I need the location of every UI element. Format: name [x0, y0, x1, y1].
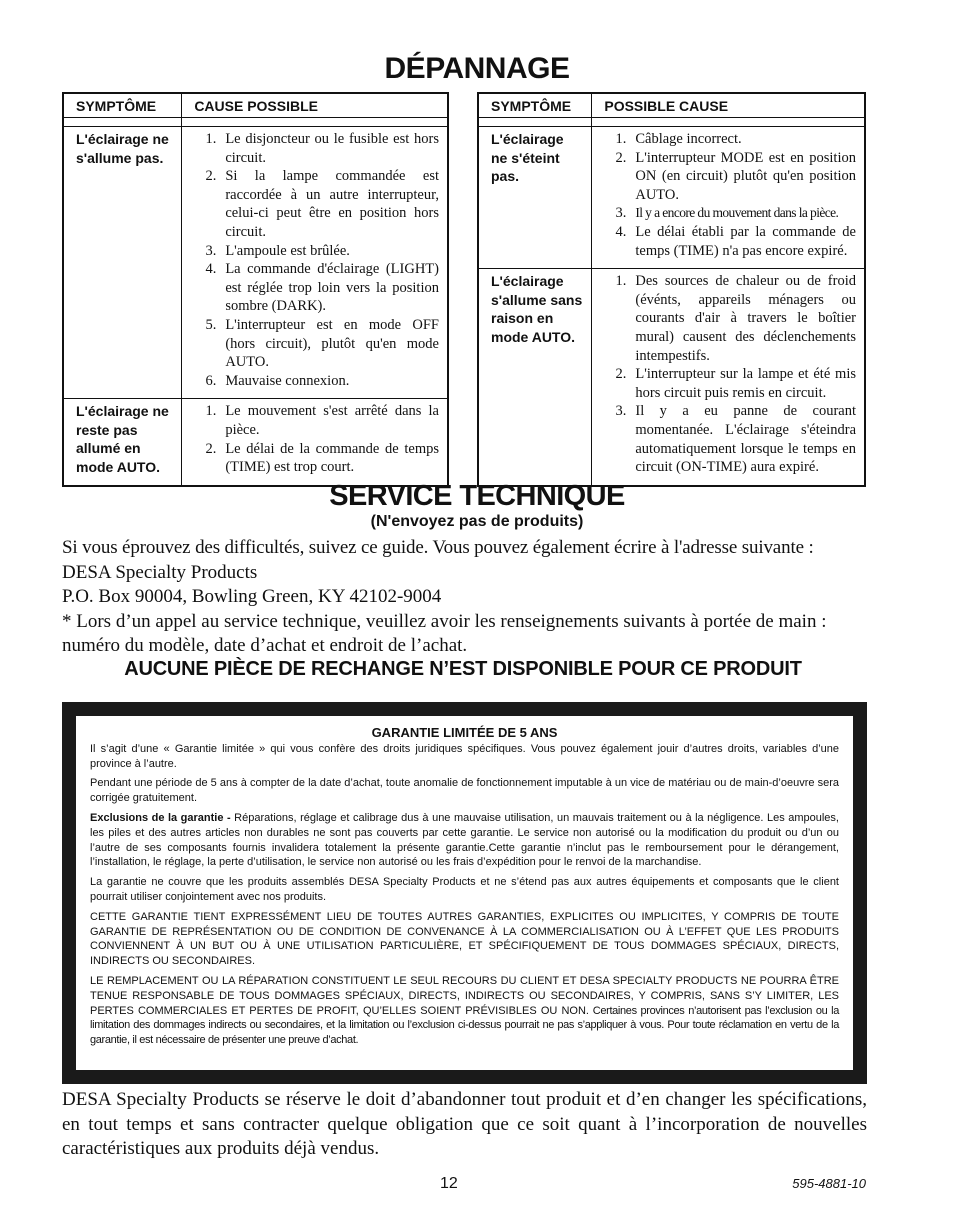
column-header-cause: POSSIBLE CAUSE: [592, 93, 865, 118]
list-item: 2. Si la lampe commandée est raccordée à un autre interrupteur, celui-ci peut être en position hors circuit.: [205, 168, 439, 240]
section-title-service: SERVICE TECHNIQUE: [329, 480, 625, 512]
troubleshooting-table-right: [477, 92, 866, 487]
cause-list: [604, 130, 856, 260]
list-item: 2. L'interrupteur sur la lampe et été mis hors circuit puis remis en circuit.: [615, 366, 856, 401]
list-item: 6. Mauvaise connexion.: [205, 372, 350, 389]
service-address: P.O. Box 90004, Bowling Green, KY 42102-9004: [62, 586, 442, 607]
symptom-cell: L'éclairage ne s'éteint pas.: [478, 127, 592, 269]
column-header-symptom: SYMPTÔME: [63, 93, 182, 118]
warranty-box: [62, 702, 867, 1084]
service-note: * Lors d’un appel au service technique, veuillez avoir les renseignements suivants à portée de main : numéro du modèle, date d’achat et endroit de l’achat.: [62, 610, 827, 656]
list-item: 2. L'interrupteur MODE est en position ON (en circuit) plutôt qu'en position AUTO.: [615, 149, 856, 203]
list-item: 2. Le délai de la commande de temps (TIME) est trop court.: [205, 440, 439, 476]
list-item: 3. Il y a encore du mouvement dans la pièce.: [615, 205, 839, 222]
service-company: DESA Specialty Products: [62, 561, 258, 583]
cause-list: [194, 402, 439, 476]
warranty-exclusions-label: Exclusions de la garantie -: [90, 811, 231, 824]
list-item: 3. L'ampoule est brûlée.: [205, 242, 350, 259]
warranty-title: GARANTIE LIMITÉE DE 5 ANS: [371, 725, 558, 740]
page-number: 12: [440, 1175, 458, 1192]
symptom-cell: L'éclairage ne reste pas allumé en mode AUTO.: [63, 399, 182, 486]
warranty-paragraph: Il s’agit d’une « Garantie limitée » qui vous confère des droits juridiques spécifiques. Vous pouvez également jouir d’autres droits, variables d’une province à l’autre.: [90, 742, 839, 770]
list-item: 1. Le mouvement s'est arrêté dans la pièce.: [205, 403, 439, 438]
list-item: 5. L'interrupteur est en mode OFF (hors circuit), plutôt qu'en mode AUTO.: [205, 316, 439, 371]
table-row: [478, 269, 865, 486]
no-parts-heading: AUCUNE PIÈCE DE RECHANGE N’EST DISPONIBLE POUR CE PRODUIT: [124, 658, 802, 680]
column-header-cause: CAUSE POSSIBLE: [182, 93, 448, 118]
symptom-cell: L'éclairage ne s'allume pas.: [63, 127, 182, 399]
table-row: [63, 127, 448, 399]
warranty-paragraph: La garantie ne couvre que les produits assemblés DESA Specialty Products et ne s’étend pas aux autres équipements et composants que le client pourrait utiliser conjointement avec nos produits.: [90, 876, 839, 903]
warranty-paragraph: Pendant une période de 5 ans à compter de la date d’achat, toute anomalie de fonctionnement imputable à un vice de matériau ou de main-d’oeuvre sera corrigée gratuitement.: [90, 777, 839, 805]
list-item: 1. Le disjoncteur ou le fusible est hors circuit.: [205, 131, 439, 166]
cause-list: [194, 130, 439, 390]
list-item: 3. Il y a eu panne de courant momentanée. L'éclairage s'éteindra automatiquement lorsque le temps en circuit (ON-TIME) aura expiré.: [615, 403, 856, 476]
warranty-paragraph: Exclusions de la garantie - Réparations, réglage et calibrage dus à une mauvaise utilisation, un mauvais traitement ou à la négligence. Les ampoules, les piles et des autres articles non durables ne sont pas couverts par cette garantie. Le service non autorisé ou la modification du produit ou d’un ou l’autre de ses composants fournis invalidera totalement la présente garantie.Cette garantie n’inclut pas le remboursement pour le dérangement, l’installation, le réglage, la perte d’utilisation, le service non autorisé ou les frais d’expédition pour le renvoi de la marchandise.: [90, 811, 839, 869]
troubleshooting-table-left: [62, 92, 449, 487]
closing-paragraph: DESA Specialty Products se réserve le doit d’abandonner tout produit et d’en changer les spécifications, en tout temps et sans contracter quelque obligation que ce soit quant à l’incorporation de nouvelles caractéristiques aux produits déjà vendus.: [62, 1089, 867, 1159]
warranty-paragraph: CETTE GARANTIE TIENT EXPRESSÉMENT LIEU DE TOUTES AUTRES GARANTIES, EXPLICITES OU IMPLICITES, Y COMPRIS DE TOUTE GARANTIE DE REPRÉSENTATION OU DE CONDITION DE CONVENANCE À LA COMMERCIALISATION OU À L’EFFET QUE LES PRODUITS CONVIENNENT À UN BUT OU À UNE UTILISATION PARTICULIÈRE, ET SPÉCIFIQUEMENT DE TOUS DOMMAGES SPÉCIAUX, DIRECTS, INDIRECTS OU SECONDAIRES.: [90, 910, 839, 968]
column-header-symptom: SYMPTÔME: [478, 93, 592, 118]
service-intro: Si vous éprouvez des difficultés, suivez ce guide. Vous pouvez également écrire à l'adresse suivante :: [62, 537, 814, 558]
cause-list: [604, 272, 856, 477]
table-row: [63, 399, 448, 486]
symptom-cell: L'éclairage s'allume sans raison en mode AUTO.: [478, 269, 592, 486]
section-title-depannage: DÉPANNAGE: [384, 52, 570, 85]
list-item: 1. Des sources de chaleur ou de froid (événts, appareils ménagers ou courants d'air à travers le boîtier mural) causent des déclenchements intempestifs.: [615, 273, 856, 364]
list-item: 1. Câblage incorrect.: [615, 131, 742, 147]
table-row: [478, 127, 865, 269]
document-number: 595-4881-10: [792, 1176, 866, 1191]
warranty-paragraph: LE REMPLACEMENT OU LA RÉPARATION CONSTITUENT LE SEUL RECOURS DU CLIENT ET DESA SPECIALTY PRODUCTS NE POURRA ÊTRE TENUE RESPONSABLE DE TOUS DOMMAGES SPÉCIAUX, DIRECTS, INDIRECTS OU SECONDAIRES, Y COMPRIS, SANS S’Y LIMITER, LES PERTES COMMERCIALES ET PERTES DE PROFIT, QU’ELLES SOIENT PRÉVISIBLES OU NON. Certaines provinces n’autorisent pas l’exclusion ou la limitation des dommages indirects ou secondaires, et la limitation ou l’exclusion ci-dessus pourrait ne pas s’appliquer à vous. Pour toute réclamation en vertu de la garantie, il est nécessaire de présenter une preuve d’achat.: [90, 974, 839, 1047]
service-subtitle: (N'envoyez pas de produits): [370, 513, 584, 530]
list-item: 4. La commande d'éclairage (LIGHT) est réglée trop loin vers la position sombre (DARK).: [205, 261, 439, 315]
service-text: [62, 536, 870, 659]
list-item: 4. Le délai établi par la commande de temps (TIME) n'a pas encore expiré.: [615, 223, 856, 259]
